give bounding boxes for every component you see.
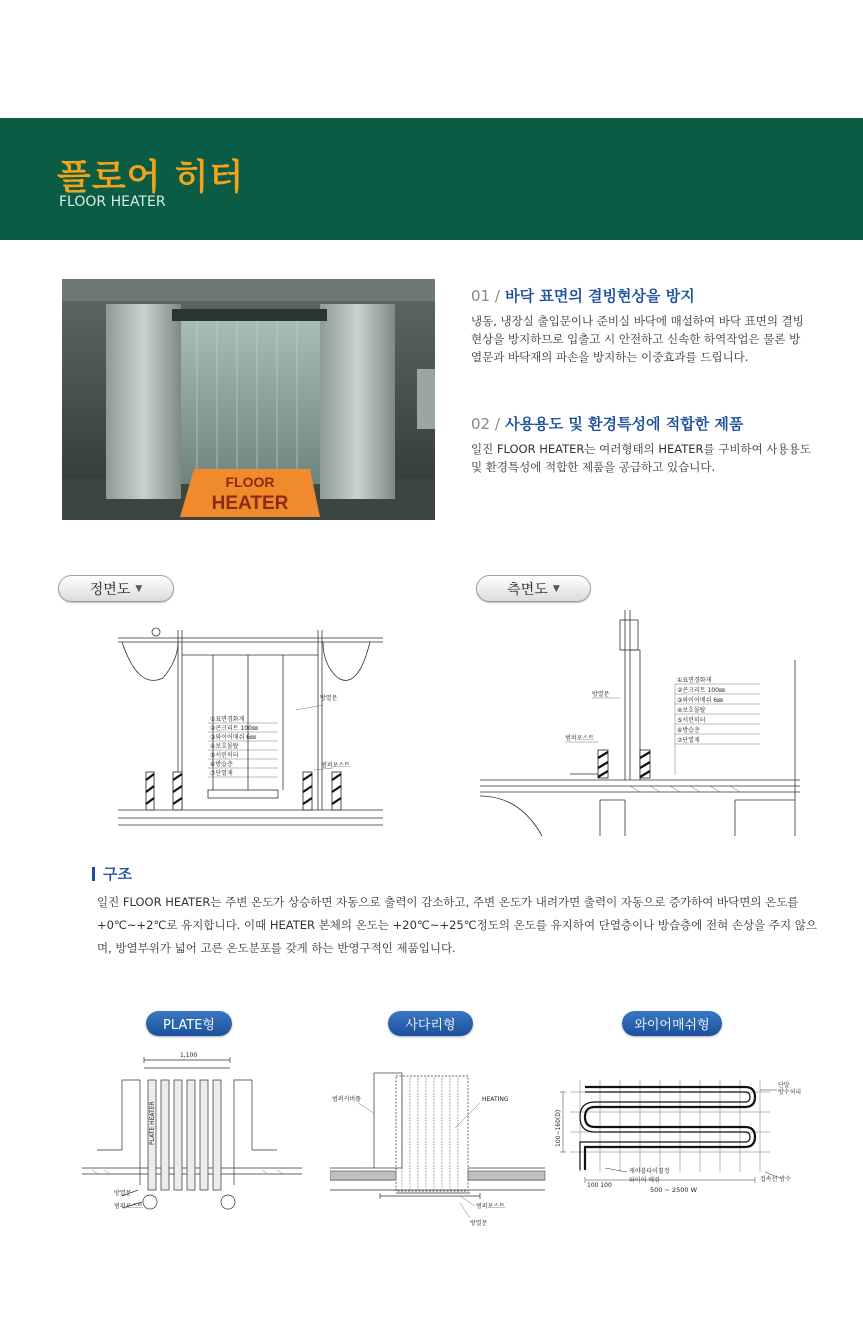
front-layer-6: ⑥방습층 [210, 761, 233, 768]
front-view-label: 정면도 [89, 581, 131, 598]
feature-02-title: 사용용도 및 환경특성에 적합한 제품 [505, 415, 744, 433]
plate-type-drawing [82, 1050, 302, 1219]
front-layer-1: ①표면경화재 [210, 716, 245, 723]
side-layer-6: ⑥방습층 [677, 727, 700, 734]
side-door-label: 방열문 [592, 691, 610, 698]
front-layer-2: ②콘크리트 100㎜ [210, 725, 258, 732]
side-view-drawing [480, 610, 800, 840]
sign-text-heater: HEATER [211, 493, 289, 514]
feature-02-number: 02 / [471, 415, 500, 433]
feature-01-body: 냉동, 냉장실 출입문이나 준비실 바닥에 매설하여 바닥 표면의 결빙현상을 방지하므로 입출고 시 안전하고 신속한 하역작업은 물론 방열문과 바닥재의 파손을 방지하는 이중효과를 드립니다. [471, 314, 804, 364]
feature-02 [471, 413, 811, 476]
header-banner [0, 118, 863, 240]
type-pill-ladder: 사다리형 [388, 1011, 473, 1036]
page-title: 플로어 히터 [57, 158, 245, 198]
structure-heading [92, 863, 132, 884]
structure-title: 구조 [103, 865, 132, 883]
mesh-label-mesh: 와이어 매쉬 [629, 1177, 660, 1184]
plate-label-bumper: 범퍼포스트 [114, 1203, 143, 1210]
plate-label-door: 방열문 [114, 1190, 132, 1197]
front-view-drawing [118, 620, 383, 834]
side-layer-4: ④보호몰탈 [677, 707, 706, 714]
side-layer-5: ⑤서린히터 [677, 717, 706, 724]
structure-body: 일진 FLOOR HEATER는 주변 온도가 상승하면 자동으로 출력이 감소하고, 주변 온도가 내려가면 출력이 자동으로 증가하여 바닥면의 온도를 +0℃~+2℃로 유지합니다. 이때 HEATER 본체의 온도는 +20℃~+25℃정도의 온도를 유지하여 단열층이나 방습층에 전혀 손상을 주지 않으며, 방열부위가 넓어 고른 온도분포를 갖게 하는 반영구적인 제품입니다. [97, 895, 817, 955]
side-layer-2: ②콘크리트 100㎜ [677, 687, 725, 694]
front-bumper-label: 범퍼포스트 [321, 762, 350, 769]
chevron-down-icon: ▼ [552, 583, 560, 594]
ladder-label-bumper: 범퍼포스트 [476, 1203, 505, 1210]
wiremesh-type-drawing [555, 1072, 815, 1206]
front-layer-5: ⑤서린히터 [210, 752, 239, 759]
sign-text-floor: FLOOR [225, 474, 275, 490]
ladder-label-left: 범퍼커버플 [332, 1096, 361, 1103]
front-layer-3: ③와이어매쉬 6㎜ [210, 734, 257, 741]
ladder-type-drawing [330, 1068, 550, 1244]
chevron-down-icon: ▼ [135, 583, 143, 594]
ladder-label-door: 방열문 [470, 1220, 488, 1227]
feature-01-number: 01 / [471, 287, 500, 305]
mesh-label-connection: 접속선 방수 [760, 1176, 791, 1183]
feature-02-body: 일진 FLOOR HEATER는 여러형태의 HEATER를 구비하여 사용용도 및 환경특성에 적합한 제품을 공급하고 있습니다. [471, 442, 811, 474]
plate-side-note: PLATE HEATER [149, 1101, 156, 1145]
feature-01-heading [471, 285, 811, 306]
mesh-dim-small: 100 100 [587, 1182, 612, 1189]
side-view-label: 측면도 [507, 581, 548, 598]
mesh-dim-bottom: 500 ~ 2500 W [650, 1186, 698, 1194]
front-door-label: 방열문 [320, 695, 338, 702]
mesh-label-waterproof: 방수처리 [778, 1089, 802, 1096]
plate-top-dim: 1,100 [180, 1052, 198, 1059]
side-view-pill [476, 575, 591, 602]
front-view-pill [58, 575, 174, 602]
type-pill-wiremesh: 와이어매쉬형 [622, 1011, 722, 1036]
mesh-label-cable: 케이블타이결정 [629, 1168, 670, 1175]
feature-02-heading [471, 413, 811, 434]
floor-heater-photo [62, 279, 435, 520]
heading-bar-icon [92, 867, 95, 881]
page-subtitle: FLOOR HEATER [59, 194, 166, 210]
mesh-label-end: 단말 [778, 1082, 790, 1089]
side-bumper-label: 범퍼포스트 [565, 735, 594, 742]
side-layer-7: ⑦단열재 [677, 737, 700, 744]
type-pill-plate: PLATE형 [146, 1011, 232, 1036]
mesh-dim-left: 100~160(D) [555, 1109, 562, 1147]
feature-01 [471, 285, 811, 366]
ladder-label-right: HEATING [482, 1096, 509, 1103]
front-layer-4: ④보호몰탈 [210, 743, 239, 750]
side-layer-1: ①표면경화재 [677, 677, 712, 684]
feature-01-title: 바닥 표면의 결빙현상을 방지 [505, 287, 695, 305]
front-layer-7: ⑦단열재 [210, 770, 233, 777]
side-layer-3: ③와이어매쉬 6㎜ [677, 697, 724, 704]
